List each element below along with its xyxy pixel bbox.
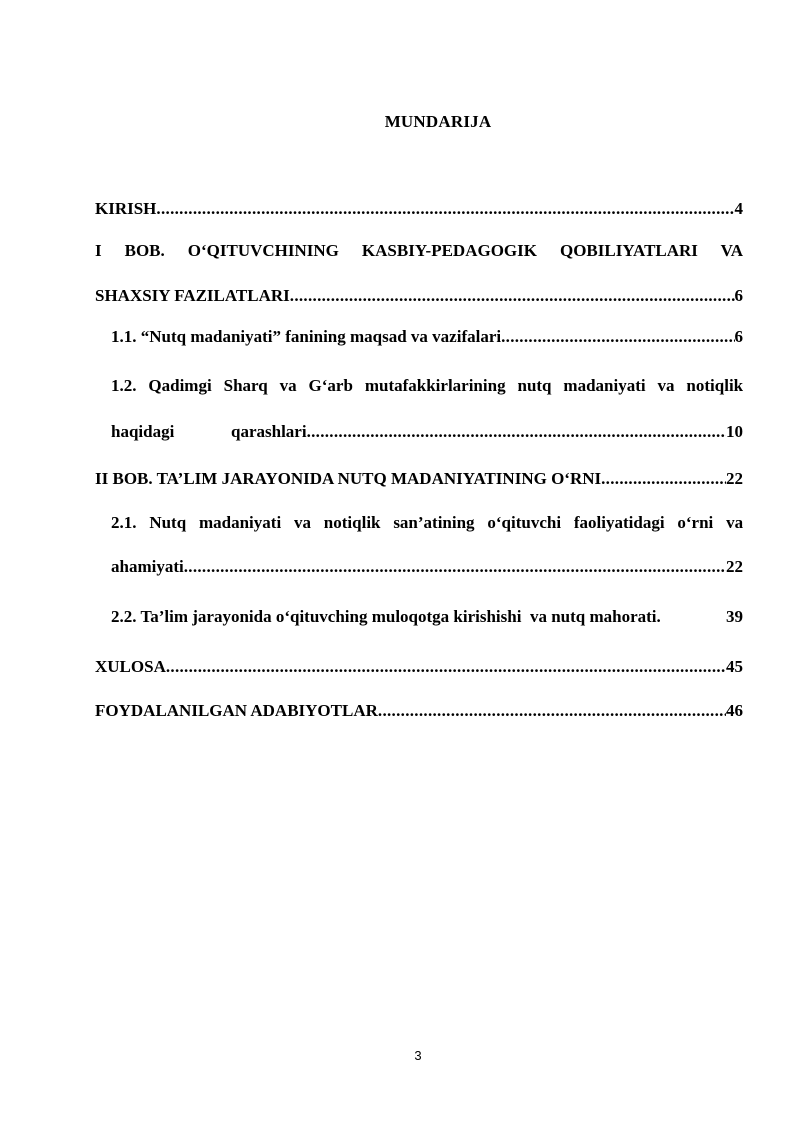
toc-word: va — [293, 513, 311, 532]
toc-word: 1.2. — [111, 376, 137, 395]
toc-leader-dots — [601, 467, 726, 491]
toc-leader-dots — [307, 420, 726, 444]
toc-leader-dots — [290, 284, 735, 308]
toc-entry-label: II BOB. TA’LIM JARAYONIDA NUTQ MADANIYATINING O‘RNI — [95, 469, 602, 488]
toc-word: VA — [720, 241, 743, 260]
toc-word: nutq — [517, 376, 552, 395]
toc-page-number: 10 — [726, 422, 743, 441]
toc-entry-bob1-line2[interactable] — [95, 284, 743, 308]
toc-leader-dots — [156, 197, 734, 221]
toc-entry-kirish[interactable] — [95, 197, 743, 221]
toc-leader-dots — [184, 555, 726, 579]
toc-word: I — [95, 241, 102, 260]
toc-word: Nutq — [149, 513, 187, 532]
toc-entry-1-1[interactable] — [111, 325, 743, 349]
toc-entry-adabiyotlar[interactable] — [95, 699, 743, 723]
toc-page-number: 22 — [726, 557, 743, 576]
toc-word: o‘rni — [677, 513, 714, 532]
toc-page-number: 6 — [734, 327, 743, 346]
toc-page-number: 22 — [726, 469, 743, 488]
toc-word: KASBIY-PEDAGOGIK — [361, 241, 537, 260]
toc-entry-2-2[interactable] — [111, 605, 743, 629]
toc-word: va — [657, 376, 675, 395]
toc-entry-xulosa[interactable] — [95, 655, 743, 679]
toc-entry-2-1-line2[interactable] — [111, 555, 743, 579]
toc-word: notiqlik — [323, 513, 381, 532]
toc-word: BOB. — [124, 241, 165, 260]
toc-word: o‘qituvchi — [487, 513, 562, 532]
toc-word: notiqlik — [686, 376, 743, 395]
toc-word: Sharq — [223, 376, 268, 395]
toc-word: G‘arb — [308, 376, 353, 395]
page-number: 3 — [414, 1048, 422, 1063]
document-title: MUNDARIJA — [384, 112, 492, 131]
toc-entry-label: qarashlari — [231, 422, 307, 441]
toc-entry-2-1-line1[interactable] — [111, 511, 743, 535]
toc-leader-dots — [501, 325, 734, 349]
toc-word: madaniyati — [198, 513, 282, 532]
toc-page-number: 4 — [734, 199, 743, 218]
toc-leader-dots — [378, 699, 726, 723]
toc-entry-bob1-line1[interactable] — [95, 239, 743, 263]
toc-word: mutafakkirlarining — [364, 376, 506, 395]
toc-entry-label: ahamiyati — [111, 557, 184, 576]
toc-page-number: 46 — [726, 701, 743, 720]
toc-entry-label: FOYDALANILGAN ADABIYOTLAR — [95, 701, 378, 720]
toc-word: O‘QITUVCHINING — [187, 241, 339, 260]
toc-entry-1-2-line1[interactable] — [111, 374, 743, 398]
toc-word: QOBILIYATLARI — [559, 241, 698, 260]
toc-page-number: 39 — [726, 607, 743, 626]
toc-word: faoliyatidagi — [573, 513, 665, 532]
toc-word: va — [279, 376, 297, 395]
toc-word: 2.1. — [111, 513, 137, 532]
toc-entry-word: haqidagi — [111, 422, 175, 441]
toc-entry-bob2[interactable] — [95, 467, 743, 491]
toc-page-number: 6 — [734, 286, 743, 305]
toc-entry-label: 1.1. “Nutq madaniyati” fanining maqsad va vazifalari — [111, 327, 502, 346]
toc-leader-dots — [166, 655, 726, 679]
toc-entry-label: KIRISH — [95, 199, 157, 218]
toc-entry-label: 2.2. Ta’lim jarayonida o‘qituvching muloqotga kirishishi va nutq mahorati. — [111, 607, 661, 626]
toc-entry-label: XULOSA — [95, 657, 166, 676]
toc-word: san’atining — [393, 513, 475, 532]
toc-word: Qadimgi — [148, 376, 212, 395]
toc-word: madaniyati — [563, 376, 646, 395]
toc-word: va — [726, 513, 743, 532]
toc-entry-label: SHAXSIY FAZILATLARI — [95, 286, 290, 305]
toc-page-number: 45 — [726, 657, 743, 676]
toc-entry-1-2-line2[interactable] — [111, 420, 743, 444]
